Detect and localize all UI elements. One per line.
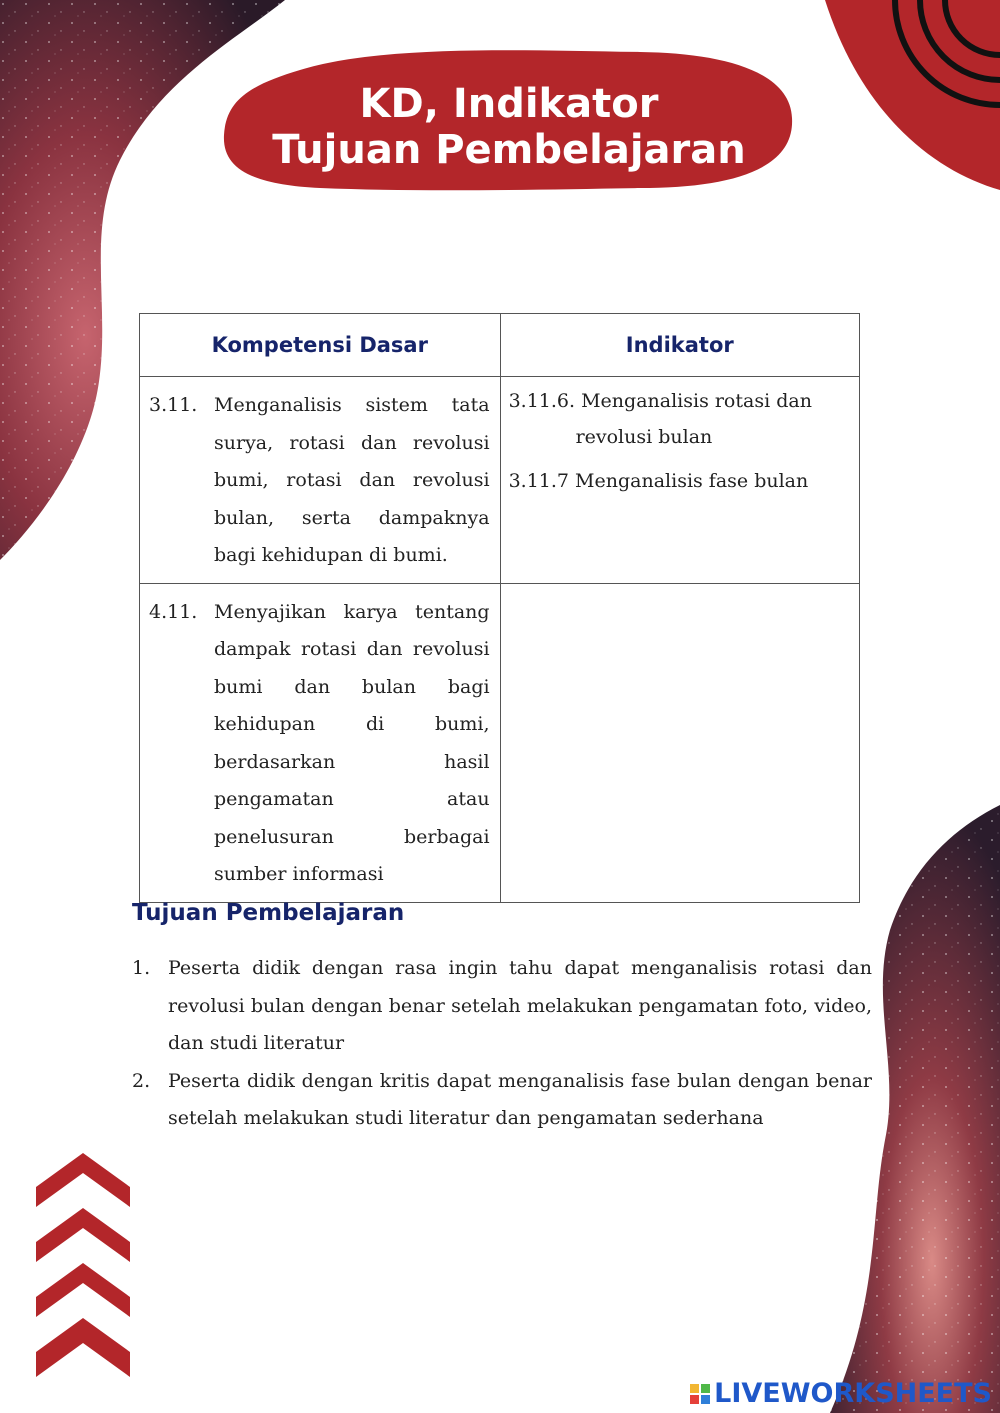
kd-cell xyxy=(140,377,501,584)
liveworksheets-icon xyxy=(690,1384,710,1404)
kd-text: Menganalisis sistem tata surya, rotasi dan revolusi bumi, rotasi dan revolusi bulan, serta dampaknya bagi kehidupan di bumi. xyxy=(214,394,490,566)
indikator-text: Menganalisis fase bulan xyxy=(575,470,809,492)
indikator-item xyxy=(509,383,849,455)
indikator-text: Menganalisis rotasi dan xyxy=(581,390,812,412)
indikator-number: 3.11.6. xyxy=(508,390,576,412)
concentric-arcs-top-right xyxy=(825,0,1000,190)
page-title-line2: Tujuan Pembelajaran xyxy=(272,127,746,173)
indikator-item xyxy=(509,465,849,497)
list-item-text: Peserta didik dengan rasa ingin tahu dapat menganalisis rotasi dan revolusi bulan dengan benar setelah melakukan pengamatan foto, video, dan studi literatur xyxy=(168,957,872,1054)
liveworksheets-logo[interactable] xyxy=(690,1378,992,1409)
col-header-kompetensi-dasar: Kompetensi Dasar xyxy=(140,314,501,377)
kd-text: Menyajikan karya tentang dampak rotasi dan revolusi bumi dan bulan bagi kehidupan di bumi, berdasarkan hasil pengamatan atau penelusuran berbagai sumber informasi xyxy=(214,600,490,885)
list-item-text: Peserta didik dengan kritis dapat menganalisis fase bulan dengan benar setelah melakukan studi literatur dan pengamatan sederhana xyxy=(168,1069,872,1129)
table-row xyxy=(140,377,860,584)
list-item-number: 1. xyxy=(132,957,151,979)
chevron-stack-icon xyxy=(36,1153,130,1377)
list-item xyxy=(132,1063,872,1138)
list-item-number: 2. xyxy=(132,1069,151,1092)
kd-number: 3.11. xyxy=(149,394,198,416)
indikator-number: 3.11.7 xyxy=(508,470,569,492)
tujuan-heading: Tujuan Pembelajaran xyxy=(132,900,405,926)
table-row xyxy=(140,583,860,902)
liveworksheets-text: LIVEWORKSHEETS xyxy=(714,1378,992,1409)
kd-number: 4.11. xyxy=(149,600,198,623)
col-header-indikator: Indikator xyxy=(500,314,859,377)
indikator-cell xyxy=(500,377,859,584)
page-title xyxy=(225,58,793,196)
kd-cell xyxy=(140,583,501,902)
tujuan-list xyxy=(132,950,872,1138)
page-title-line1: KD, Indikator xyxy=(359,81,659,127)
kd-indikator-table xyxy=(139,313,860,903)
table-header-row xyxy=(140,314,860,377)
indikator-cell-empty xyxy=(500,583,859,902)
indikator-text-continued: revolusi bulan xyxy=(575,426,713,448)
list-item xyxy=(132,950,872,1063)
